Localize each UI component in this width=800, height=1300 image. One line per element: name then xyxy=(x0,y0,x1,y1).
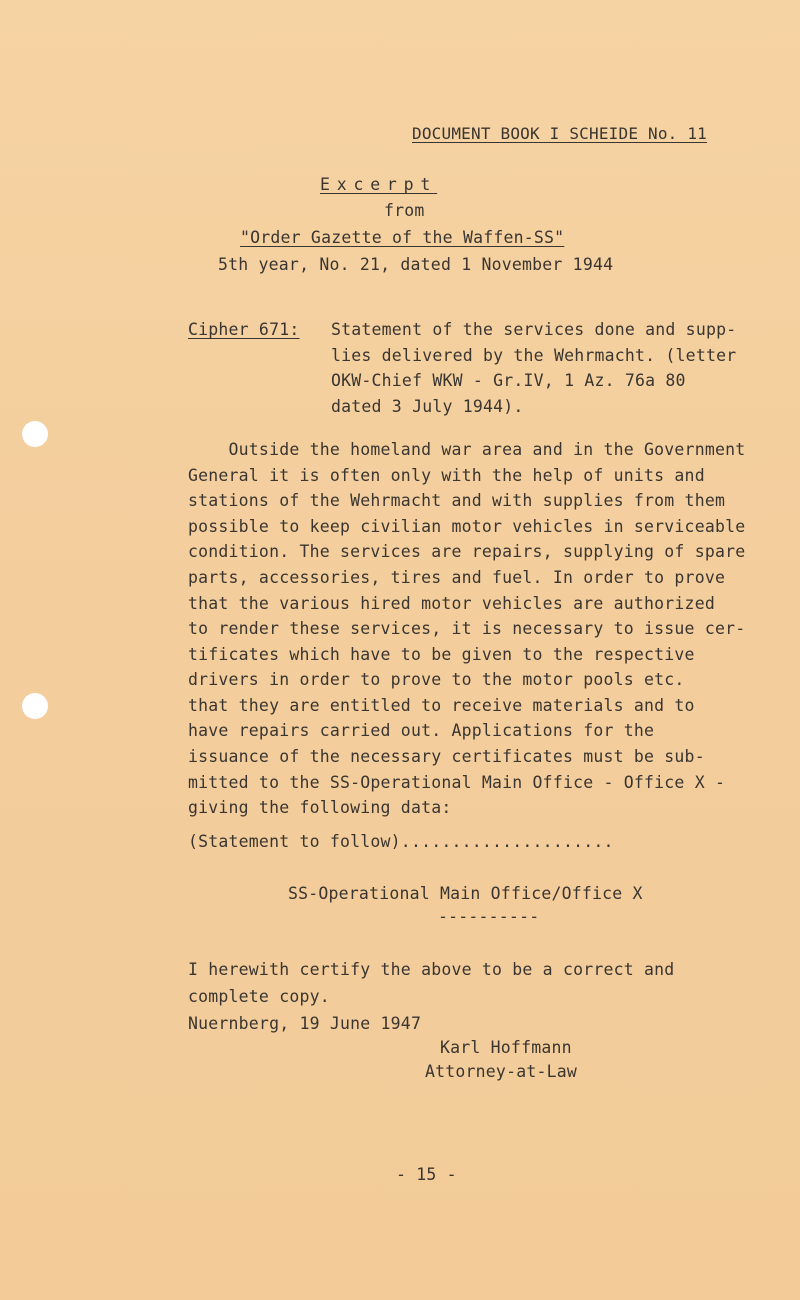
signatory-name: Karl Hoffmann xyxy=(440,1038,572,1057)
issue-info: 5th year, No. 21, dated 1 November 1944 xyxy=(218,255,614,274)
office-name: SS-Operational Main Office/Office X xyxy=(288,884,643,903)
cipher-label: Cipher 671: xyxy=(188,320,300,339)
excerpt-title: Excerpt xyxy=(320,175,438,194)
place-date: Nuernberg, 19 June 1947 xyxy=(188,1014,422,1033)
body-line: that the various hired motor vehicles are authorized xyxy=(188,594,715,613)
certification-line: I herewith certify the above to be a correct and xyxy=(188,960,675,979)
page-number: - 15 - xyxy=(396,1165,457,1184)
cipher-line: lies delivered by the Wehrmacht. (letter xyxy=(331,346,737,365)
body-line: stations of the Wehrmacht and with supplies from them xyxy=(188,491,726,510)
statement-placeholder: (Statement to follow)..................... xyxy=(188,832,614,851)
body-line: mitted to the SS-Operational Main Office - Office X - xyxy=(188,773,726,792)
body-line: have repairs carried out. Applications for the xyxy=(188,721,655,740)
body-line: Outside the homeland war area and in the Government xyxy=(188,440,746,459)
body-line: tificates which have to be given to the respective xyxy=(188,645,695,664)
body-line: drivers in order to prove to the motor pools etc. xyxy=(188,670,685,689)
cipher-line: dated 3 July 1944). xyxy=(331,397,524,416)
office-divider: ---------- xyxy=(438,907,540,926)
from-label: from xyxy=(384,201,425,220)
cipher-line: Statement of the services done and supp- xyxy=(331,320,737,339)
punch-hole xyxy=(22,421,48,447)
body-line: condition. The services are repairs, supplying of spare xyxy=(188,542,746,561)
body-line: parts, accessories, tires and fuel. In order to prove xyxy=(188,568,726,587)
body-line: possible to keep civilian motor vehicles in serviceable xyxy=(188,517,746,536)
cipher-line: OKW-Chief WKW - Gr.IV, 1 Az. 76a 80 xyxy=(331,371,686,390)
punch-hole xyxy=(22,693,48,719)
body-line: issuance of the necessary certificates must be sub- xyxy=(188,747,705,766)
signatory-title: Attorney-at-Law xyxy=(425,1062,578,1081)
certification-line: complete copy. xyxy=(188,987,330,1006)
gazette-title: "Order Gazette of the Waffen-SS" xyxy=(240,228,565,247)
body-line: General it is often only with the help of units and xyxy=(188,466,705,485)
body-line: to render these services, it is necessary to issue cer- xyxy=(188,619,746,638)
body-line: giving the following data: xyxy=(188,798,452,817)
body-line: that they are entitled to receive materials and to xyxy=(188,696,695,715)
document-reference: DOCUMENT BOOK I SCHEIDE No. 11 xyxy=(412,124,707,143)
